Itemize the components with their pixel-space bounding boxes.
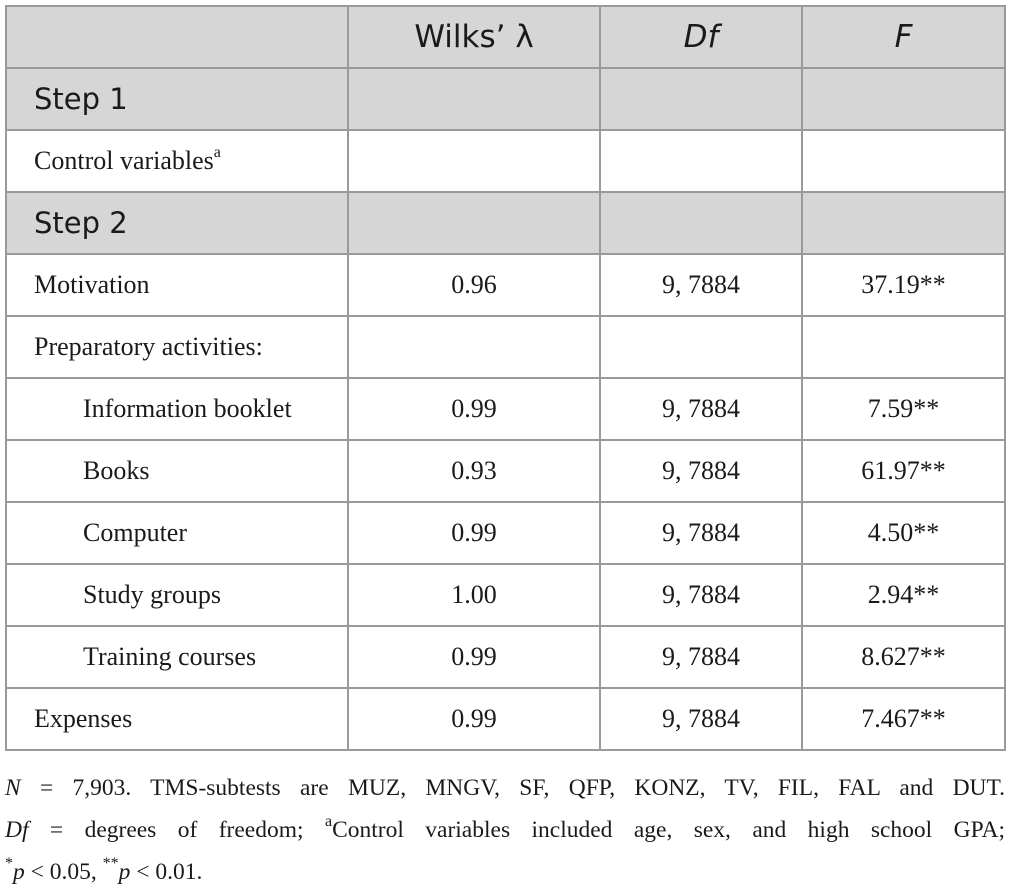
row-label: Preparatory activities: (6, 316, 348, 378)
footnote-line-2: Df = degrees of freedom; $^a$Control variables included age, sex, and high school GPA; (5, 813, 1005, 843)
section-label: Step 1 (6, 68, 348, 130)
f-value: 61.97** (802, 440, 1005, 502)
section-label: Step 2 (6, 192, 348, 254)
row-label: Books (6, 440, 348, 502)
wilks-value: 0.99 (348, 502, 600, 564)
table-footnote (5, 770, 1005, 890)
wilks-value: 0.99 (348, 688, 600, 750)
row-label: Study groups (6, 564, 348, 626)
row-label: Computer (6, 502, 348, 564)
header-blank (6, 6, 348, 68)
header-f: F (802, 6, 1005, 68)
wilks-value: 0.99 (348, 378, 600, 440)
df-value: 9, 7884 (600, 502, 802, 564)
results-table (5, 5, 1006, 751)
table-row (6, 378, 1005, 440)
wilks-value: 0.93 (348, 440, 600, 502)
footnote-line-1: N = 7,903. TMS-subtests are MUZ, MNGV, SF, QFP, KONZ, TV, FIL, FAL and DUT. (5, 775, 1005, 801)
df-value: 9, 7884 (600, 254, 802, 316)
header-wilks-lambda: Wilks’ λ (348, 6, 600, 68)
df-value: 9, 7884 (600, 378, 802, 440)
row-label: Control variables$^a$ (6, 130, 348, 192)
df-value: 9, 7884 (600, 688, 802, 750)
df-value: 9, 7884 (600, 440, 802, 502)
table-row (6, 254, 1005, 316)
f-value: 4.50** (802, 502, 1005, 564)
f-value: 7.467** (802, 688, 1005, 750)
wilks-value: 1.00 (348, 564, 600, 626)
row-label: Training courses (6, 626, 348, 688)
footnote-line-3: *p < 0.05, **p < 0.01. (5, 854, 203, 885)
table-row (6, 688, 1005, 750)
f-value: 2.94** (802, 564, 1005, 626)
f-value: 7.59** (802, 378, 1005, 440)
header-row (6, 6, 1005, 68)
table-row (6, 626, 1005, 688)
table-row (6, 130, 1005, 192)
table-row (6, 502, 1005, 564)
df-value: 9, 7884 (600, 564, 802, 626)
row-label: Information booklet (6, 378, 348, 440)
wilks-value: 0.96 (348, 254, 600, 316)
header-df: Df (600, 6, 802, 68)
table-row (6, 440, 1005, 502)
row-label: Motivation (6, 254, 348, 316)
table-row (6, 564, 1005, 626)
f-value: 8.627** (802, 626, 1005, 688)
section-row-step-2 (6, 192, 1005, 254)
section-row-step-1 (6, 68, 1005, 130)
df-value: 9, 7884 (600, 626, 802, 688)
table-row (6, 316, 1005, 378)
row-label: Expenses (6, 688, 348, 750)
f-value: 37.19** (802, 254, 1005, 316)
wilks-value: 0.99 (348, 626, 600, 688)
